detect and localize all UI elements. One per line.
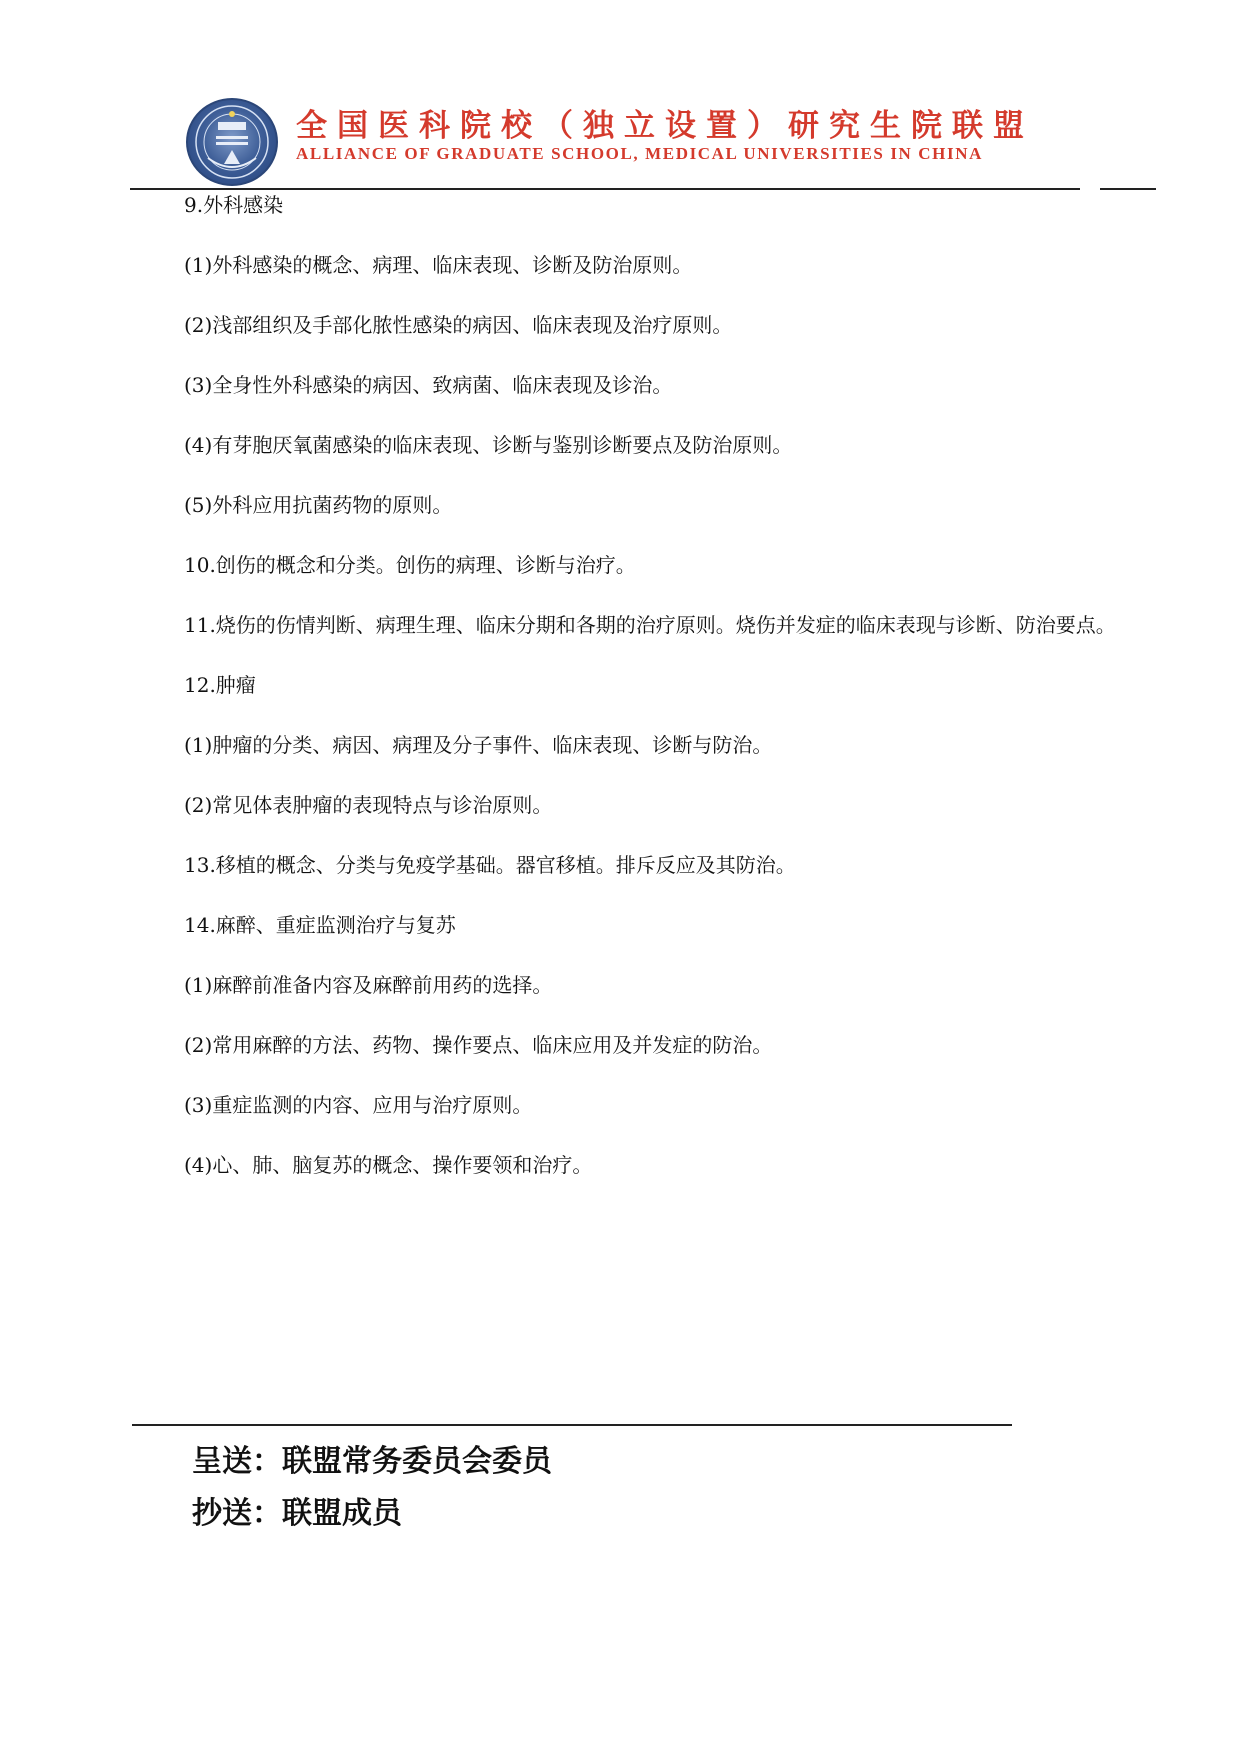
cc-to-line: 抄送：联盟成员	[192, 1496, 402, 1531]
section-heading: 14.麻醉、重症监测治疗与复苏	[184, 913, 456, 937]
list-item: (1)肿瘤的分类、病因、病理及分子事件、临床表现、诊断与防治。	[184, 733, 773, 757]
list-item: (5)外科应用抗菌药物的原则。	[184, 493, 453, 517]
document-body	[134, 190, 1154, 1210]
list-item: (2)浅部组织及手部化脓性感染的病因、临床表现及治疗原则。	[184, 313, 733, 337]
alliance-seal-logo	[186, 98, 278, 186]
alliance-title-cn: 全国医科院校（独立设置）研究生院联盟	[296, 108, 1034, 144]
list-item: (3)重症监测的内容、应用与治疗原则。	[184, 1093, 533, 1117]
list-item: (4)有芽胞厌氧菌感染的临床表现、诊断与鉴别诊断要点及防治原则。	[184, 433, 793, 457]
section-heading: 10.创伤的概念和分类。创伤的病理、诊断与治疗。	[184, 553, 636, 577]
list-item: (1)麻醉前准备内容及麻醉前用药的选择。	[184, 973, 553, 997]
list-item: (1)外科感染的概念、病理、临床表现、诊断及防治原则。	[184, 253, 693, 277]
list-item: (4)心、肺、脑复苏的概念、操作要领和治疗。	[184, 1153, 593, 1177]
section-heading: 11.烧伤的伤情判断、病理生理、临床分期和各期的治疗原则。烧伤并发症的临床表现与诊断、防治要点。	[184, 613, 1116, 637]
section-heading: 13.移植的概念、分类与免疫学基础。器官移植。排斥反应及其防治。	[184, 853, 796, 877]
submit-to-line: 呈送：联盟常务委员会委员	[192, 1444, 552, 1479]
list-item: (2)常见体表肿瘤的表现特点与诊治原则。	[184, 793, 553, 817]
list-item: (2)常用麻醉的方法、药物、操作要点、临床应用及并发症的防治。	[184, 1033, 773, 1057]
alliance-title-en: ALLIANCE OF GRADUATE SCHOOL, MEDICAL UNIVERSITIES IN CHINA	[296, 144, 983, 163]
footer-divider	[132, 1424, 1012, 1426]
letterhead	[186, 98, 1106, 188]
section-heading: 12.肿瘤	[184, 673, 256, 697]
section-heading: 9.外科感染	[184, 193, 284, 217]
list-item: (3)全身性外科感染的病因、致病菌、临床表现及诊治。	[184, 373, 673, 397]
